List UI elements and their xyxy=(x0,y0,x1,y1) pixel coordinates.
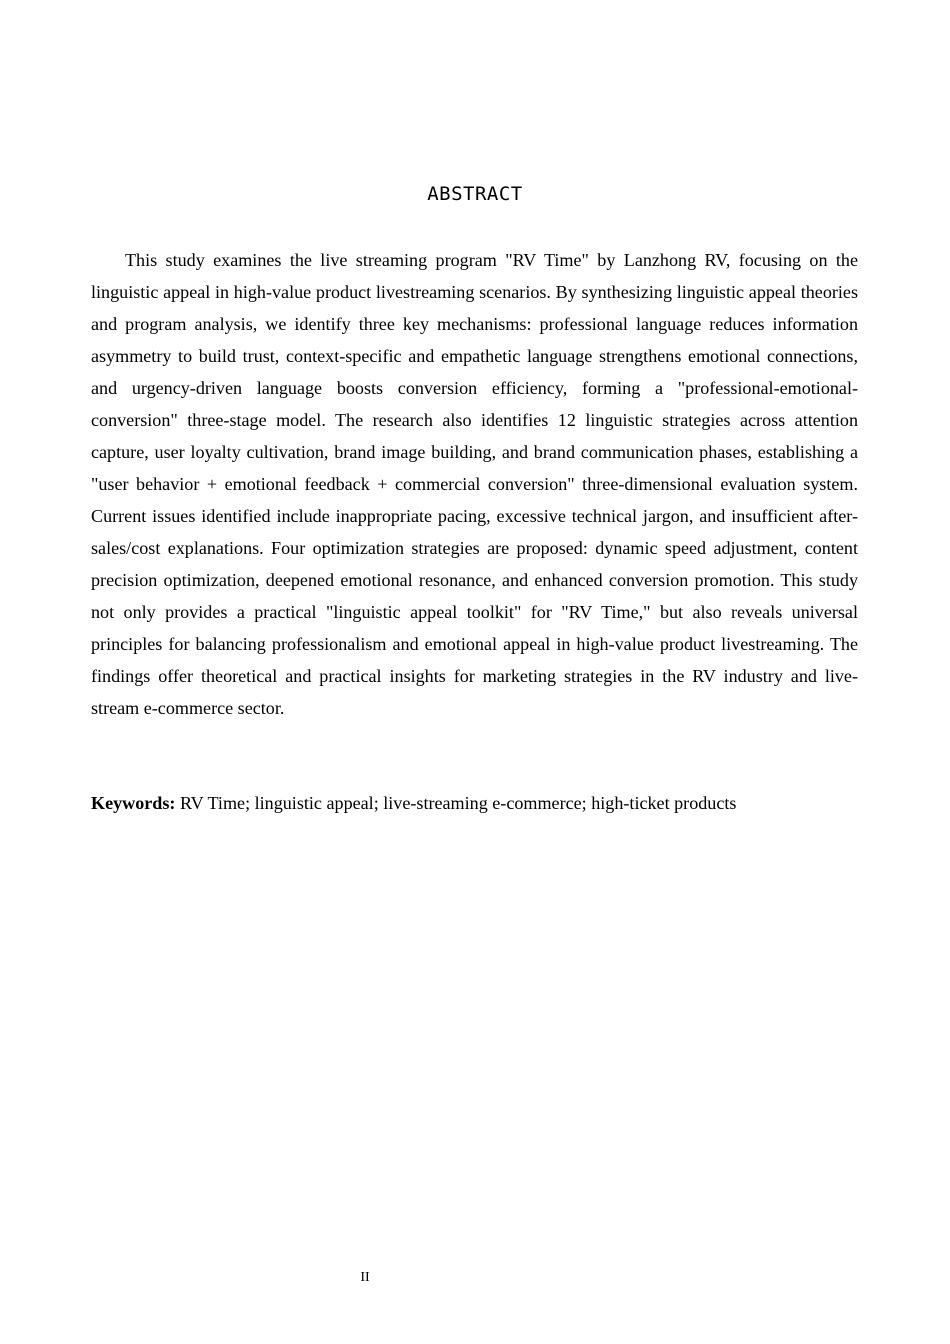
keywords-label: Keywords: xyxy=(91,793,176,813)
abstract-title: ABSTRACT xyxy=(427,183,523,205)
abstract-body: This study examines the live streaming program "RV Time" by Lanzhong RV, focusing on the linguistic appeal in high-value product livestreaming scenarios. By synthesizing linguistic appeal theories and program analysis, we identify three key mechanisms: professional language reduces information asymmetry to build trust, context-specific and empathetic language strengthens emotional connections, and urgency-driven language boosts conversion efficiency, forming a "professional-emotional-conversion" three-stage model. The research also identifies 12 linguistic strategies across attention capture, user loyalty cultivation, brand image building, and brand communication phases, establishing a "user behavior + emotional feedback + commercial conversion" three-dimensional evaluation system. Current issues identified include inappropriate pacing, excessive technical jargon, and insufficient after-sales/cost explanations. Four optimization strategies are proposed: dynamic speed adjustment, content precision optimization, deepened emotional resonance, and enhanced conversion promotion. This study not only provides a practical "linguistic appeal toolkit" for "RV Time," but also reveals universal principles for balancing professionalism and emotional appeal in high-value product livestreaming. The findings offer theoretical and practical insights for marketing strategies in the RV industry and live-stream e-commerce sector. xyxy=(91,250,858,718)
page-number: II xyxy=(360,1270,370,1285)
keywords-line xyxy=(91,787,858,819)
keywords-text: RV Time; linguistic appeal; live-streaming e-commerce; high-ticket products xyxy=(175,793,737,813)
